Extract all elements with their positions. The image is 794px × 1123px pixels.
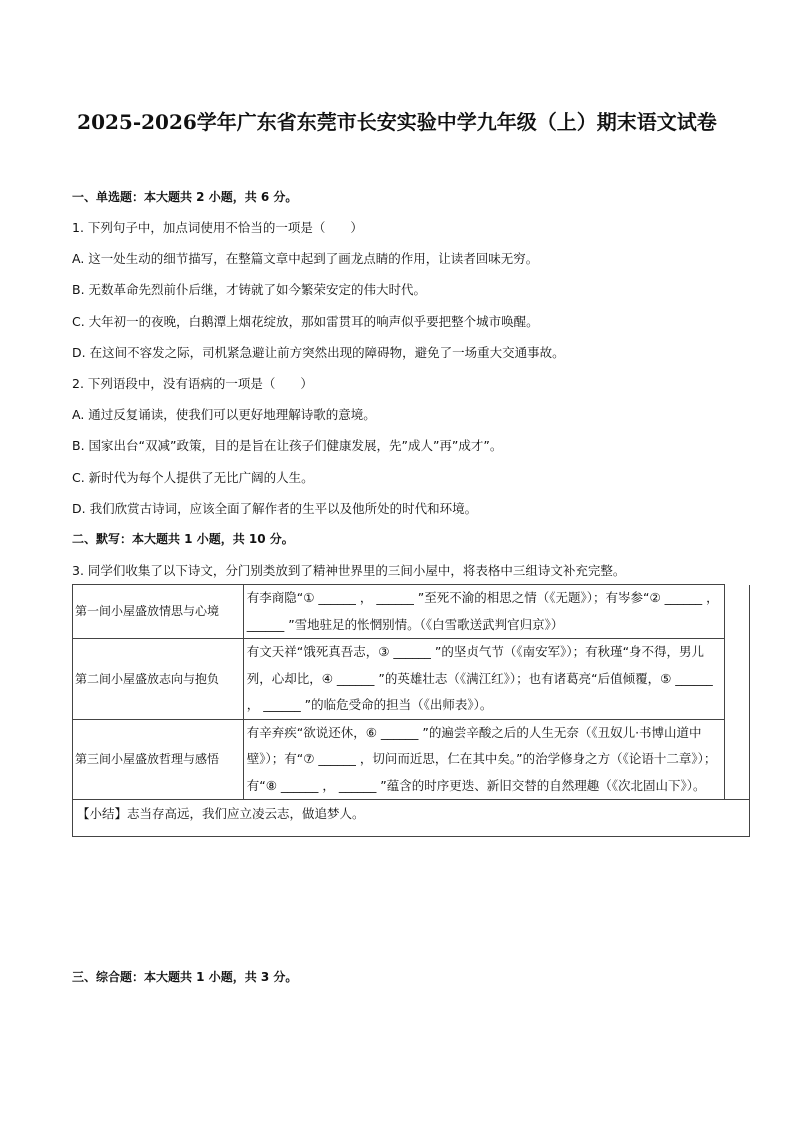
question-2-stem: 2. 下列语段中，没有语病的一项是（ ） [72,376,313,391]
content-cell: 有文天祥“饿死真吾志，③ ______ ”的坚贞气节（《南安军》）；有秋瑾“身不得，男儿列，心却比，④ ______ ”的英雄壮志（《满江红》）；也有诸葛亮“后值倾覆，⑤ ______ ， ______ ”的临危受命的担当（《出师表》）。 [243,639,724,720]
question-1-option-a: A. 这一处生动的细节描写，在整篇文章中起到了画龙点睛的作用，让读者回味无穷。 [72,251,539,266]
blank-cell [725,719,750,800]
question-1-option-c: C. 大年初一的夜晚，白鹅潭上烟花绽放，那如雷贯耳的响声似乎要把整个城市唤醒。 [72,314,539,329]
question-1-option-b: B. 无数革命先烈前仆后继，才铸就了如今繁荣安定的伟大时代。 [72,282,427,297]
table-row [73,719,750,800]
blank-cell [725,639,750,720]
table-row [73,639,750,720]
question-3-stem: 3. 同学们收集了以下诗文，分门别类放到了精神世界里的三间小屋中，将表格中三组诗文补充完整。 [72,563,626,578]
blank-cell [725,585,750,639]
question-2-option-a: A. 通过反复诵读，使我们可以更好地理解诗歌的意境。 [72,407,376,422]
section-heading-1: 一、单选题：本大题共 2 小题，共 6 分。 [72,190,298,204]
category-cell: 第三间小屋盛放哲理与感悟 [73,719,244,800]
question-1-stem: 1. 下列句子中，加点词使用不恰当的一项是（ ） [72,220,363,235]
content-cell: 有李商隐“① ______ ， ______ ”至死不渝的相思之情（《无题》）；有岑参“② ______ ， ______ ”雪地驻足的怅惘别情。（《白雪歌送武判官归京》） [243,585,724,639]
question-1-option-d: D. 在这间不容发之际，司机紧急避让前方突然出现的障碍物，避免了一场重大交通事故。 [72,345,565,360]
poem-table [72,584,750,837]
page-title: 2025-2026学年广东省东莞市长安实验中学九年级（上）期末语文试卷 [77,110,717,134]
question-2-option-b: B. 国家出台“双减”政策，目的是旨在让孩子们健康发展，先”成人”再”成才”。 [72,438,503,453]
summary-cell: 【小结】志当存高远，我们应立凌云志，做追梦人。 [73,800,750,837]
question-2-option-d: D. 我们欣赏古诗词，应该全面了解作者的生平以及他所处的时代和环境。 [72,501,478,516]
summary-row [73,800,750,837]
category-cell: 第一间小屋盛放情思与心境 [73,585,244,639]
section-heading-2: 二、默写：本大题共 1 小题，共 10 分。 [72,532,294,546]
section-heading-3: 三、综合题：本大题共 1 小题，共 3 分。 [72,970,298,984]
question-2-option-c: C. 新时代为每个人提供了无比广阔的人生。 [72,470,314,485]
content-cell: 有辛弃疾“欲说还休，⑥ ______ ”的遍尝辛酸之后的人生无奈（《丑奴儿·书博山道中壁》）；有“⑦ ______ ，切问而近思，仁在其中矣。”的治学修身之方（《论语十二章》）；有“⑧ ______ ， ______ ”蕴含的时序更迭、新旧交替的自然理趣（《次北固山下》）。 [243,719,724,800]
table-row [73,585,750,639]
category-cell: 第二间小屋盛放志向与抱负 [73,639,244,720]
